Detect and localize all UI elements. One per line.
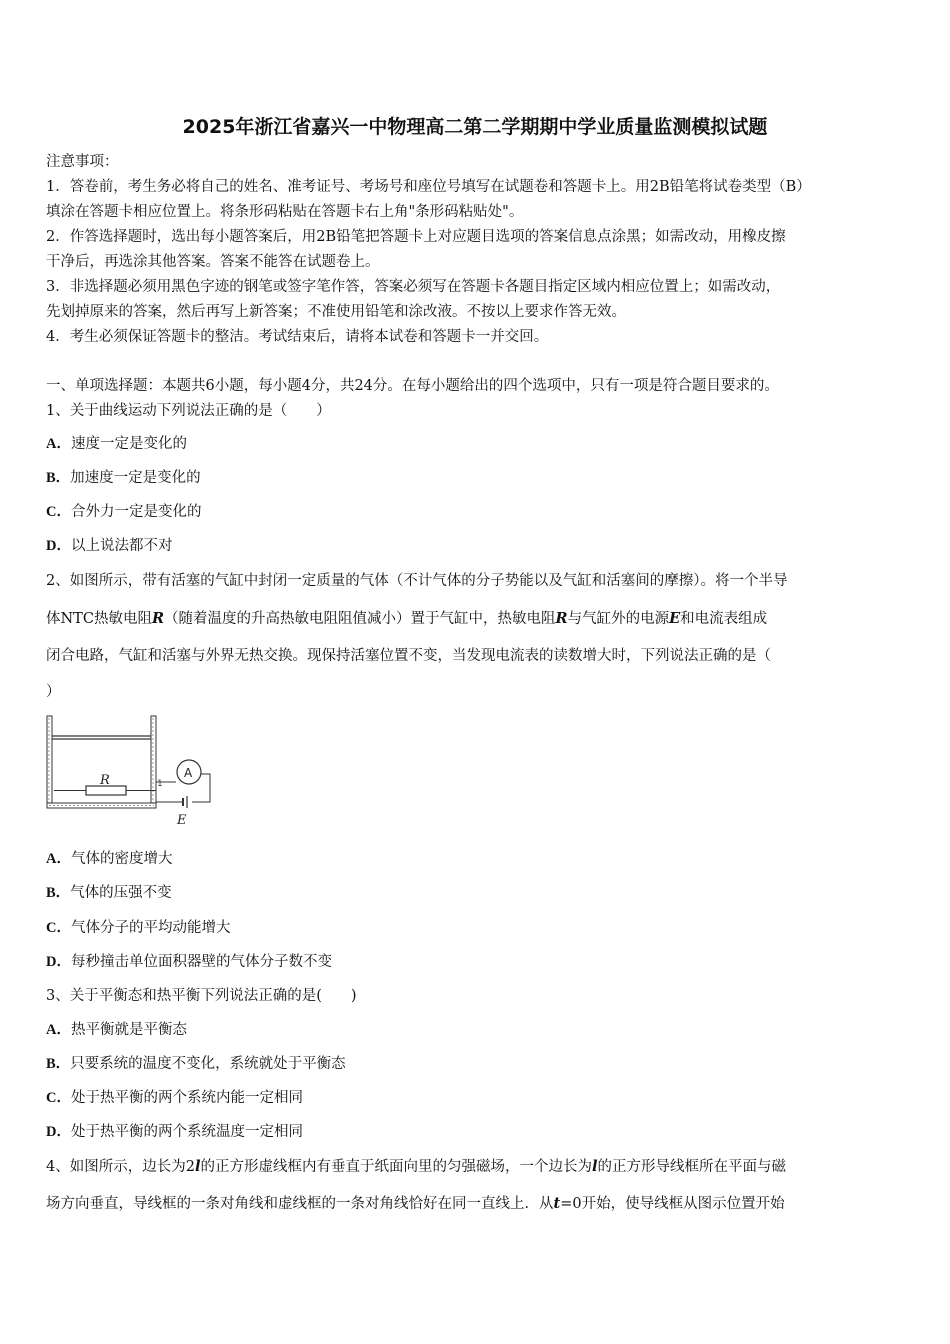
question-3-option-a: A．热平衡就是平衡态	[46, 1022, 187, 1038]
question-1-option-d: D．以上说法都不对	[46, 538, 173, 554]
question-2-stem-line: 闭合电路，气缸和活塞与外界无热交换。现保持活塞位置不变，当发现电流表的读数增大时，下列说法正确的是（	[46, 648, 771, 664]
question-2-stem-line: 体NTC热敏电阻R（随着温度的升高热敏电阻阻值减小）置于气缸中，热敏电阻R与气缸外的电源E和电流表组成	[46, 610, 768, 627]
notice-line: 3．非选择题必须用黑色字迹的钢笔或签字笔作答，答案必须写在答题卡各题目指定区域内相应位置上；如需改动，	[46, 279, 781, 295]
source-label: E	[177, 813, 187, 828]
question-4-stem-line: 4、如图所示，边长为2l的正方形虚线框内有垂直于纸面向里的匀强磁场，一个边长为l的正方形导线框所在平面与磁	[46, 1158, 786, 1175]
question-1-option-c: C．合外力一定是变化的	[46, 504, 202, 520]
figure-mark: 1	[157, 779, 163, 789]
question-3-stem: 3、关于平衡态和热平衡下列说法正确的是( )	[46, 988, 357, 1004]
notice-line: 1．答卷前，考生务必将自己的姓名、准考证号、考场号和座位号填写在试题卷和答题卡上。用2B铅笔将试卷类型（B）	[46, 179, 811, 195]
question-2-option-a: A．气体的密度增大	[46, 851, 173, 867]
notice-line: 2．作答选择题时，选出每小题答案后，用2B铅笔把答题卡上对应题目选项的答案信息点涂黑；如需改动，用橡皮擦	[46, 229, 786, 245]
ammeter-label: A	[184, 766, 193, 780]
question-2-stem-line: 2、如图所示，带有活塞的气缸中封闭一定质量的气体（不计气体的分子势能以及气缸和活塞间的摩擦）。将一个半导	[46, 573, 788, 589]
question-2-stem-line: ）	[46, 684, 61, 700]
notice-line: 4．考生必须保证答题卡的整洁。考试结束后，请将本试卷和答题卡一并交回。	[46, 329, 549, 345]
question-1-option-a: A．速度一定是变化的	[46, 436, 187, 452]
piston	[52, 736, 151, 739]
question-3-option-b: B．只要系统的温度不变化，系统就处于平衡态	[46, 1056, 346, 1072]
notice-line: 填涂在答题卡相应位置上。将条形码粘贴在答题卡右上角"条形码粘贴处"。	[46, 204, 524, 220]
battery-source	[183, 796, 187, 808]
resistor-label: R	[100, 773, 110, 788]
question-2-option-b: B．气体的压强不变	[46, 885, 172, 901]
notice-heading: 注意事项：	[46, 154, 119, 170]
notice-line: 干净后，再选涂其他答案。答案不能答在试题卷上。	[46, 254, 380, 270]
question-4-stem-line: 场方向垂直，导线框的一条对角线和虚线框的一条对角线恰好在同一直线上．从t=0开始，使导线框从图示位置开始	[46, 1195, 785, 1212]
page-title: 2025年浙江省嘉兴一中物理高二第二学期期中学业质量监测模拟试题	[182, 116, 768, 138]
question-1-stem: 1、关于曲线运动下列说法正确的是（ ）	[46, 403, 331, 419]
notice-line: 先划掉原来的答案，然后再写上新答案；不准使用铅笔和涂改液。不按以上要求作答无效。	[46, 304, 626, 320]
question-3-option-c: C．处于热平衡的两个系统内能一定相同	[46, 1090, 303, 1106]
question-1-option-b: B．加速度一定是变化的	[46, 470, 201, 486]
question-2-option-c: C．气体分子的平均动能增大	[46, 920, 231, 936]
question-2-option-d: D．每秒撞击单位面积器壁的气体分子数不变	[46, 954, 332, 970]
section-heading: 一、单项选择题：本题共6小题，每小题4分，共24分。在每小题给出的四个选项中，只有一项是符合题目要求的。	[46, 378, 779, 394]
question-3-option-d: D．处于热平衡的两个系统温度一定相同	[46, 1124, 303, 1140]
cylinder-circuit-diagram	[44, 712, 224, 830]
